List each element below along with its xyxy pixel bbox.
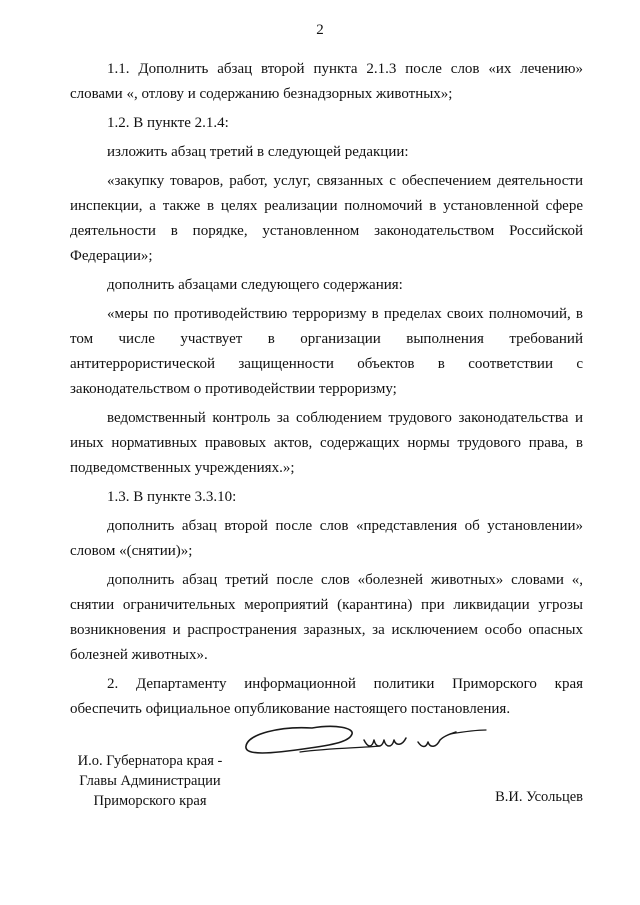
paragraph-1-3-third: дополнить абзац третий после слов «болезней животных» словами «, снятии ограничительных мероприятий (карантина) при ликвидации угрозы возникновения и распространения заразных, за исключением особо опасных болезней животных». [70,572,583,663]
page-number: 2 [316,22,324,38]
paragraph-1-3-second: дополнить абзац второй после слов «представления об установлении» словом «(снятии)»; [70,518,583,559]
paragraph-1-2-quote: «закупку товаров, работ, услуг, связанных с обеспечением деятельности инспекции, а также в целях реализации полномочий в установленной сфере деятельности в порядке, установленном законодательством Российской Федерации»; [70,173,583,264]
signer-name: В.И. Усольцев [495,789,583,805]
paragraph-terrorism: «меры по противодействию терроризму в пределах своих полномочий, в том числе участвует в организации выполнения требований антитеррористической защищенности объектов в соответствии с законодательством о противодействии терроризму; [70,306,583,397]
signer-position-line-1: И.о. Губернатора края - [77,753,223,769]
signature-drawing [240,718,490,768]
signer-position [70,751,230,811]
paragraph-1-2-intro: изложить абзац третий в следующей редакции: [107,144,409,160]
paragraph-1-2-add: дополнить абзацами следующего содержания: [107,277,403,293]
paragraph-labor-control: ведомственный контроль за соблюдением трудового законодательства и иных нормативных правовых актов, содержащих нормы трудового права, в подведомственных учреждениях.»; [70,410,583,476]
paragraph-1-1: 1.1. Дополнить абзац второй пункта 2.1.3 после слов «их лечению» словами «, отлову и содержанию безнадзорных животных»; [70,61,583,102]
paragraph-1-2: 1.2. В пункте 2.1.4: [107,115,229,131]
signer-position-line-3: Приморского края [93,793,207,809]
paragraph-2: 2. Департаменту информационной политики Приморского края обеспечить официальное опубликование настоящего постановления. [70,676,583,717]
paragraph-1-3: 1.3. В пункте 3.3.10: [107,489,237,505]
handwritten-signature [240,718,490,768]
signer-position-line-2: Главы Администрации [79,773,221,789]
document-body [70,57,583,722]
